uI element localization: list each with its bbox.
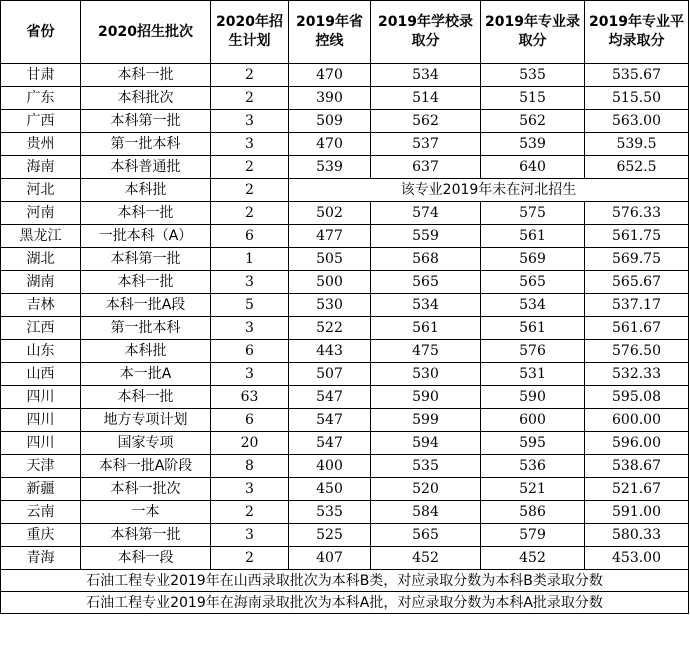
table-row — [1, 409, 689, 432]
cell-major-score: 586 — [481, 501, 585, 524]
note-row — [1, 592, 689, 614]
cell-major-score: 595 — [481, 432, 585, 455]
cell-control-line: 407 — [289, 547, 371, 570]
cell-batch: 本科一批 — [81, 271, 211, 294]
cell-major-score: 531 — [481, 363, 585, 386]
cell-province: 山东 — [1, 340, 81, 363]
cell-province: 四川 — [1, 409, 81, 432]
cell-plan: 6 — [211, 409, 289, 432]
cell-school-score: 452 — [371, 547, 481, 570]
cell-major-average: 600.00 — [585, 409, 689, 432]
cell-batch: 地方专项计划 — [81, 409, 211, 432]
header-2019-control-line: 2019年省控线 — [289, 1, 371, 64]
cell-major-average: 596.00 — [585, 432, 689, 455]
footnote-shanxi: 石油工程专业2019年在山西录取批次为本科B类，对应录取分数为本科B类录取分数 — [1, 570, 689, 592]
cell-province: 四川 — [1, 386, 81, 409]
cell-province: 青海 — [1, 547, 81, 570]
cell-major-average: 532.33 — [585, 363, 689, 386]
table-row — [1, 248, 689, 271]
cell-school-score: 530 — [371, 363, 481, 386]
header-2019-major-score: 2019年专业录取分 — [481, 1, 585, 64]
cell-school-score: 565 — [371, 524, 481, 547]
cell-batch: 第一批本科 — [81, 317, 211, 340]
cell-batch: 本科第一批 — [81, 248, 211, 271]
cell-batch: 一本 — [81, 501, 211, 524]
cell-province: 河北 — [1, 179, 81, 202]
cell-school-score: 637 — [371, 156, 481, 179]
cell-batch: 本科批次 — [81, 87, 211, 110]
note-row — [1, 570, 689, 592]
table-row — [1, 386, 689, 409]
cell-plan: 3 — [211, 524, 289, 547]
cell-batch: 本一批A — [81, 363, 211, 386]
cell-batch: 本科一批 — [81, 64, 211, 87]
table-row — [1, 340, 689, 363]
cell-school-score: 535 — [371, 455, 481, 478]
table-row — [1, 271, 689, 294]
cell-school-score: 559 — [371, 225, 481, 248]
cell-control-line: 547 — [289, 386, 371, 409]
cell-control-line: 470 — [289, 64, 371, 87]
header-2019-school-score: 2019年学校录取分 — [371, 1, 481, 64]
cell-school-score: 568 — [371, 248, 481, 271]
cell-plan: 6 — [211, 340, 289, 363]
table-row — [1, 294, 689, 317]
cell-province: 山西 — [1, 363, 81, 386]
cell-school-score: 475 — [371, 340, 481, 363]
header-row — [1, 1, 689, 64]
cell-batch: 本科普通批 — [81, 156, 211, 179]
cell-plan: 2 — [211, 501, 289, 524]
cell-school-score: 584 — [371, 501, 481, 524]
cell-province: 吉林 — [1, 294, 81, 317]
cell-control-line: 522 — [289, 317, 371, 340]
table-row — [1, 64, 689, 87]
cell-major-average: 538.67 — [585, 455, 689, 478]
cell-major-average: 569.75 — [585, 248, 689, 271]
cell-major-average: 561.67 — [585, 317, 689, 340]
cell-control-line: 547 — [289, 432, 371, 455]
cell-school-score: 574 — [371, 202, 481, 225]
cell-plan: 3 — [211, 133, 289, 156]
cell-control-line: 505 — [289, 248, 371, 271]
cell-school-score: 590 — [371, 386, 481, 409]
cell-plan: 20 — [211, 432, 289, 455]
cell-batch: 本科一段 — [81, 547, 211, 570]
cell-plan: 2 — [211, 156, 289, 179]
cell-major-average: 537.17 — [585, 294, 689, 317]
cell-major-score: 536 — [481, 455, 585, 478]
cell-major-average: 595.08 — [585, 386, 689, 409]
cell-major-average: 580.33 — [585, 524, 689, 547]
cell-control-line: 525 — [289, 524, 371, 547]
cell-school-score: 562 — [371, 110, 481, 133]
cell-batch: 本科批 — [81, 179, 211, 202]
cell-school-score: 561 — [371, 317, 481, 340]
cell-major-average: 521.67 — [585, 478, 689, 501]
table-row — [1, 110, 689, 133]
cell-major-score: 576 — [481, 340, 585, 363]
cell-province: 广东 — [1, 87, 81, 110]
cell-batch: 国家专项 — [81, 432, 211, 455]
cell-batch: 一批本科（A） — [81, 225, 211, 248]
cell-major-average: 565.67 — [585, 271, 689, 294]
cell-province: 湖北 — [1, 248, 81, 271]
cell-plan: 2 — [211, 179, 289, 202]
cell-control-line: 500 — [289, 271, 371, 294]
cell-major-score: 575 — [481, 202, 585, 225]
cell-school-score: 534 — [371, 294, 481, 317]
cell-province: 新疆 — [1, 478, 81, 501]
cell-plan: 8 — [211, 455, 289, 478]
cell-major-score: 535 — [481, 64, 585, 87]
cell-plan: 2 — [211, 87, 289, 110]
cell-control-line: 535 — [289, 501, 371, 524]
table-row — [1, 133, 689, 156]
cell-school-score: 537 — [371, 133, 481, 156]
cell-control-line: 390 — [289, 87, 371, 110]
header-province: 省份 — [1, 1, 81, 64]
cell-plan: 3 — [211, 363, 289, 386]
cell-batch: 本科批 — [81, 340, 211, 363]
cell-major-average: 539.5 — [585, 133, 689, 156]
cell-major-average: 576.50 — [585, 340, 689, 363]
table-row — [1, 478, 689, 501]
cell-major-score: 565 — [481, 271, 585, 294]
cell-school-score: 514 — [371, 87, 481, 110]
cell-province: 四川 — [1, 432, 81, 455]
table-row — [1, 87, 689, 110]
cell-major-score: 640 — [481, 156, 585, 179]
cell-plan: 5 — [211, 294, 289, 317]
cell-major-average: 561.75 — [585, 225, 689, 248]
header-2020-batch: 2020招生批次 — [81, 1, 211, 64]
table-row — [1, 225, 689, 248]
cell-batch: 本科一批A阶段 — [81, 455, 211, 478]
cell-control-line: 443 — [289, 340, 371, 363]
cell-major-score: 579 — [481, 524, 585, 547]
cell-control-line: 400 — [289, 455, 371, 478]
cell-major-score: 562 — [481, 110, 585, 133]
cell-major-average: 591.00 — [585, 501, 689, 524]
cell-control-line: 509 — [289, 110, 371, 133]
cell-batch: 本科一批 — [81, 202, 211, 225]
cell-batch: 本科第一批 — [81, 110, 211, 133]
cell-province: 黑龙江 — [1, 225, 81, 248]
cell-batch: 第一批本科 — [81, 133, 211, 156]
cell-plan: 2 — [211, 202, 289, 225]
table-row — [1, 455, 689, 478]
cell-school-score: 599 — [371, 409, 481, 432]
cell-school-score: 520 — [371, 478, 481, 501]
cell-school-score: 594 — [371, 432, 481, 455]
cell-major-score: 539 — [481, 133, 585, 156]
cell-major-average: 515.50 — [585, 87, 689, 110]
table-row — [1, 432, 689, 455]
cell-province: 重庆 — [1, 524, 81, 547]
cell-major-score: 534 — [481, 294, 585, 317]
cell-plan: 2 — [211, 547, 289, 570]
table-row — [1, 179, 689, 202]
cell-province: 湖南 — [1, 271, 81, 294]
footnote-hainan: 石油工程专业2019年在海南录取批次为本科A批，对应录取分数为本科A批录取分数 — [1, 592, 689, 614]
cell-major-score: 521 — [481, 478, 585, 501]
cell-plan: 63 — [211, 386, 289, 409]
cell-plan: 3 — [211, 110, 289, 133]
table-row — [1, 501, 689, 524]
cell-control-line: 477 — [289, 225, 371, 248]
cell-batch: 本科一批次 — [81, 478, 211, 501]
cell-control-line: 502 — [289, 202, 371, 225]
cell-province: 江西 — [1, 317, 81, 340]
cell-control-line: 530 — [289, 294, 371, 317]
cell-major-score: 561 — [481, 225, 585, 248]
cell-batch: 本科一批 — [81, 386, 211, 409]
table-row — [1, 202, 689, 225]
cell-school-score: 565 — [371, 271, 481, 294]
cell-province: 贵州 — [1, 133, 81, 156]
header-2019-major-average: 2019年专业平均录取分 — [585, 1, 689, 64]
cell-plan: 3 — [211, 478, 289, 501]
cell-province: 河南 — [1, 202, 81, 225]
cell-control-line: 507 — [289, 363, 371, 386]
cell-plan: 2 — [211, 64, 289, 87]
table-row — [1, 363, 689, 386]
cell-province: 云南 — [1, 501, 81, 524]
cell-major-score: 561 — [481, 317, 585, 340]
table-row — [1, 156, 689, 179]
cell-control-line: 450 — [289, 478, 371, 501]
cell-province: 海南 — [1, 156, 81, 179]
cell-province: 天津 — [1, 455, 81, 478]
cell-major-average: 535.67 — [585, 64, 689, 87]
cell-major-score: 452 — [481, 547, 585, 570]
cell-major-score: 569 — [481, 248, 585, 271]
cell-school-score: 534 — [371, 64, 481, 87]
cell-major-average: 453.00 — [585, 547, 689, 570]
cell-major-average: 652.5 — [585, 156, 689, 179]
cell-plan: 1 — [211, 248, 289, 271]
cell-plan: 6 — [211, 225, 289, 248]
cell-province: 广西 — [1, 110, 81, 133]
cell-batch: 本科一批A段 — [81, 294, 211, 317]
cell-control-line: 539 — [289, 156, 371, 179]
table-row — [1, 317, 689, 340]
cell-control-line: 547 — [289, 409, 371, 432]
cell-major-score: 600 — [481, 409, 585, 432]
table-body — [1, 64, 689, 570]
cell-note: 该专业2019年未在河北招生 — [289, 179, 689, 202]
cell-major-average: 576.33 — [585, 202, 689, 225]
cell-batch: 本科第一批 — [81, 524, 211, 547]
cell-province: 甘肃 — [1, 64, 81, 87]
cell-plan: 3 — [211, 271, 289, 294]
cell-control-line: 470 — [289, 133, 371, 156]
cell-plan: 3 — [211, 317, 289, 340]
table-row — [1, 547, 689, 570]
cell-major-score: 590 — [481, 386, 585, 409]
header-2020-plan: 2020年招生计划 — [211, 1, 289, 64]
cell-major-score: 515 — [481, 87, 585, 110]
cell-major-average: 563.00 — [585, 110, 689, 133]
table-row — [1, 524, 689, 547]
